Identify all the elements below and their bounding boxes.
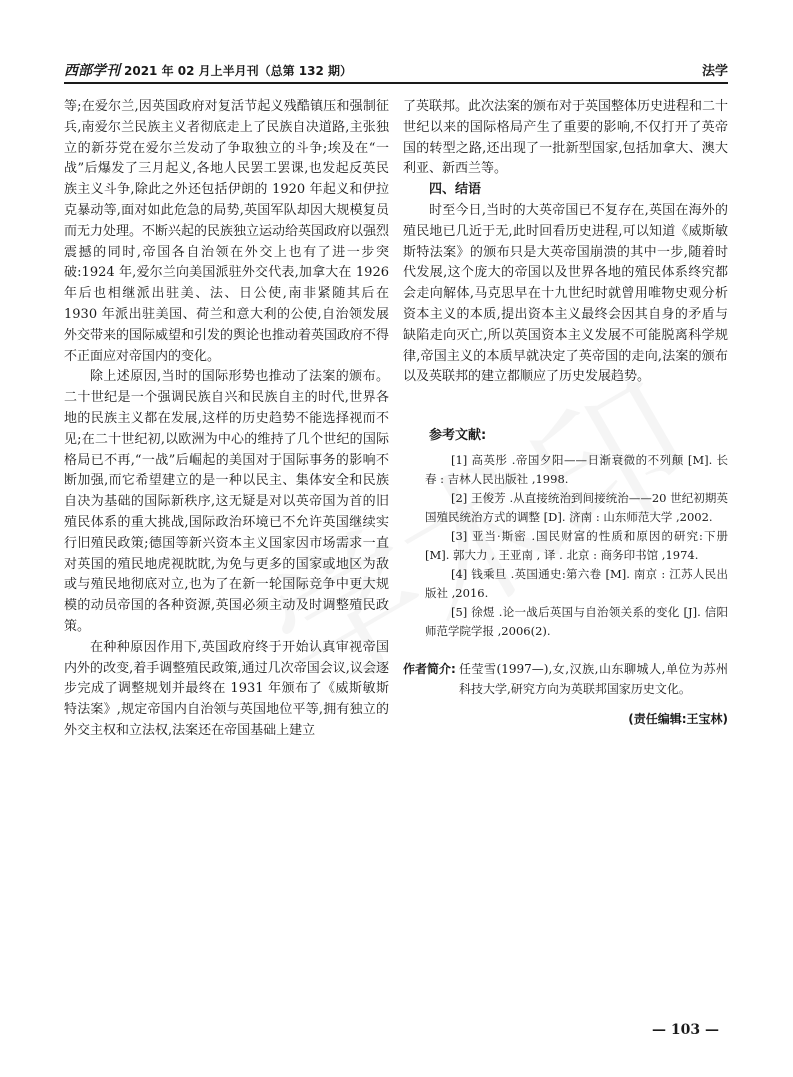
section-name: 法学: [701, 64, 728, 79]
editor-note: (责任编辑:王宝林): [628, 711, 728, 726]
header-rule: [64, 82, 728, 84]
section-title: 四、结语: [429, 182, 482, 198]
page-header: [64, 60, 728, 82]
reference-item: [1] 高英彤 .帝国夕阳——日渐衰微的不列颠 [M]. 长春 : 吉林人民出版社 ,1998.: [425, 452, 728, 486]
reference-item: [4] 钱乘旦 .英国通史:第六卷 [M]. 南京 : 江苏人民出版社 ,2016.: [425, 566, 728, 600]
paragraph-1: 等;在爱尔兰,因英国政府对复活节起义残酷镇压和强制征兵,南爱尔兰民族主义者彻底走上了民族自决道路,主张独立的新芬党在爱尔兰发动了争取独立的斗争;埃及在“一战”后爆发了三月起义,各地人民罢工罢课,也发起反英民族主义斗争,除此之外还包括伊朗的 1920 年起义和伊拉克暴动等,面对如此危急的局势,英国军队却因大规模复员而无力处理。不断兴起的民族独立运动给英国政府以强烈震撼的同时,帝国各自治领在外交上也有了进一步突破:1924 年,爱尔兰向美国派驻外交代表,加拿大在 1926 年后也相继派出驻美、法、日公使,南非紧随其后在 1930 年派出驻美国、荷兰和意大利的公使,自治领发展外交带来的国际威望和引发的舆论也推动着英国政府不得不正面应对帝国内的变化。: [64, 99, 390, 364]
paragraph-conclusion: 时至今日,当时的大英帝国已不复存在,英国在海外的殖民地已几近于无,此时回看历史进程,可以知道《威斯敏斯特法案》的颁布只是大英帝国崩溃的其中一步,随着时代发展,这个庞大的帝国以及世界各地的殖民体系终究都会走向解体,马克思早在十九世纪时就曾用唯物史观分析资本主义的本质,提出资本主义最终会因其自身的矛盾与缺陷走向灭亡,所以英国资本主义发展不可能脱离科学规律,帝国主义的本质早就决定了英帝国的走向,法案的颁布以及英联邦的建立都顺应了历史发展趋势。: [403, 202, 728, 385]
author-label: 作者简介:: [403, 661, 456, 676]
journal-name: 西部学刊: [64, 63, 120, 79]
author-bio: [403, 659, 728, 699]
reference-item: [3] 亚当·斯密 .国民财富的性质和原因的研究:下册 [M]. 郭大力 , 王亚南 , 译 . 北京 : 商务印书馆 ,1974.: [425, 528, 728, 562]
reference-list: [403, 451, 728, 641]
right-column: [403, 97, 728, 730]
header-left: [64, 60, 352, 80]
paragraph-2: 除上述原因,当时的国际形势也推动了法案的颁布。二十世纪是一个强调民族自兴和民族自主的时代,世界各地的民族主义都在发展,这样的历史趋势不能选择视而不见;在二十世纪初,以欧洲为中心的维持了几个世纪的国际格局已不再,“一战”后崛起的美国对于国际事务的影响不断加强,而它希望建立的是一种以民主、集体安全和民族自决为基础的国际新秩序,这无疑是对以英帝国为首的旧殖民体系的重大挑战,国际政治环境已不允许英国继续实行旧殖民政策;德国等新兴资本主义国家因市场需求一直对英国的殖民地虎视眈眈,为免与更多的国家或地区为敌或与殖民地彻底对立,也为了在新一轮国际竞争中更大规模的动员帝国的各种资源,英国必须主动及时调整殖民政策。: [64, 369, 389, 634]
paragraph-3: 在种种原因作用下,英国政府终于开始认真审视帝国内外的改变,着手调整殖民政策,通过几次帝国会议,议会逐步完成了调整规划并最终在 1931 年颁布了《威斯敏斯特法案》,规定帝国内自治领与英国地位平等,拥有独立的外交主权和立法权,法案还在帝国基础上建立: [64, 639, 389, 738]
left-column: [64, 97, 389, 742]
references-title: 参考文献:: [429, 428, 487, 444]
author-text: 任莹雪(1997—),女,汉族,山东聊城人,单位为苏州科技大学,研究方向为英联邦国家历史文化。: [459, 661, 728, 696]
issue-info: 2021 年 02 月上半月刊（总第 132 期）: [124, 64, 353, 78]
paragraph-continuation: 了英联邦。此次法案的颁布对于英国整体历史进程和二十世纪以来的国际格局产生了重要的影响,不仅打开了英帝国的转型之路,还出现了一批新型国家,包括加拿大、澳大利亚、新西兰等。: [403, 99, 729, 177]
reference-item: [2] 王俊芳 .从直接统治到间接统治——20 世纪初期英国殖民统治方式的调整 [D]. 济南 : 山东师范大学 ,2002.: [425, 490, 728, 524]
page-number: — 103 —: [652, 1022, 719, 1038]
reference-item: [5] 徐煜 .论一战后英国与自治领关系的变化 [J]. 信阳师范学院学报 ,2006(2).: [425, 604, 728, 638]
